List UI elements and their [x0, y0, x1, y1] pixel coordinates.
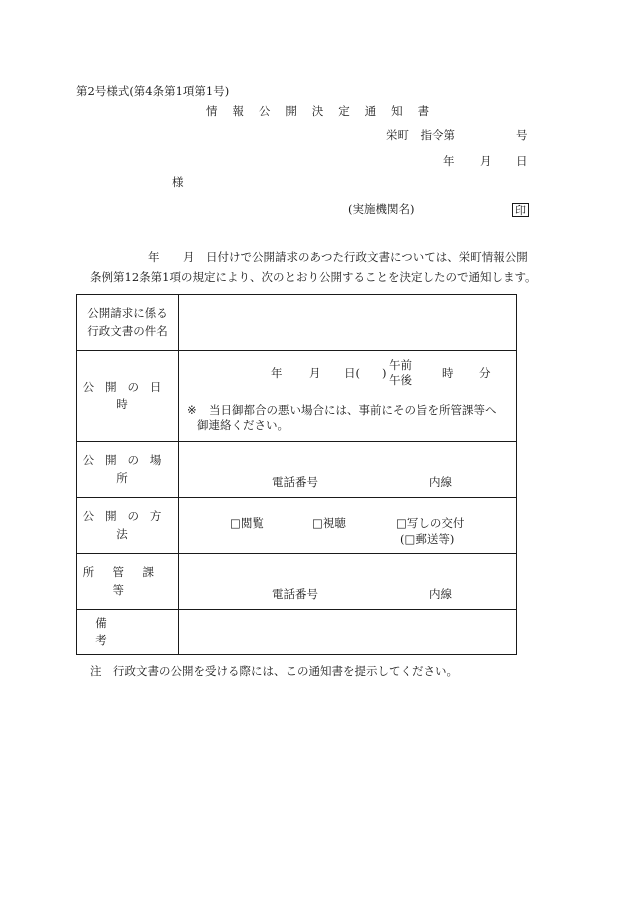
addressee-suffix: 様 — [172, 175, 184, 189]
table-row — [77, 442, 517, 498]
place-extension-label: 内線 — [429, 475, 452, 489]
datetime-day-close: ) — [382, 366, 387, 380]
datetime-note-line1: 当日御都合の悪い場合には、事前にその旨を所管課等へ — [209, 403, 497, 417]
department-label-text: 所管課等 — [82, 565, 173, 597]
method-option-mail[interactable]: (□郵送等) — [400, 532, 455, 546]
document-title-label — [77, 295, 179, 351]
date-day: 日 — [516, 154, 528, 168]
document-title-value[interactable] — [179, 295, 517, 351]
method-option-view[interactable]: □閲覧 — [230, 516, 264, 530]
datetime-day-open: 日( — [344, 366, 360, 380]
datetime-year: 年 — [271, 366, 283, 380]
datetime-note-mark: ※ — [187, 403, 197, 417]
method-value[interactable] — [179, 498, 517, 554]
remarks-label-text: 備考 — [95, 615, 160, 647]
datetime-label — [77, 351, 179, 442]
datetime-value[interactable] — [179, 351, 517, 442]
datetime-pm: 午後 — [389, 373, 412, 387]
method-label — [77, 498, 179, 554]
date-year: 年 — [443, 154, 455, 168]
seal-mark: 印 — [512, 203, 529, 217]
doc-number-prefix: 栄町 指令第 — [386, 128, 455, 142]
department-label — [77, 554, 179, 610]
department-phone-label: 電話番号 — [272, 587, 318, 601]
table-row — [77, 351, 517, 442]
place-label-text: 公開の場所 — [82, 453, 173, 485]
department-extension-label: 内線 — [429, 587, 452, 601]
footer-note: 注 行政文書の公開を受ける際には、この通知書を提示してください。 — [90, 664, 458, 678]
method-label-text: 公開の方法 — [82, 509, 173, 541]
place-value[interactable] — [179, 442, 517, 498]
place-label — [77, 442, 179, 498]
body-line2: 条例第12条第1項の規定により、次のとおり公開することを決定したので通知します。 — [90, 270, 537, 284]
datetime-hour: 時 — [442, 366, 454, 380]
method-option-copy[interactable]: □写しの交付 — [396, 516, 465, 530]
document-title-label-line1: 公開請求に係る — [87, 306, 168, 321]
datetime-minute: 分 — [479, 366, 491, 380]
place-phone-label: 電話番号 — [272, 475, 318, 489]
table-row — [77, 554, 517, 610]
remarks-label — [77, 610, 179, 655]
datetime-label-text: 公開の日時 — [82, 379, 173, 411]
body-month: 月 — [183, 250, 195, 264]
table-row — [77, 610, 517, 655]
body-year: 年 — [148, 250, 160, 264]
table-row — [77, 498, 517, 554]
method-option-listen[interactable]: □視聴 — [312, 516, 346, 530]
datetime-am: 午前 — [389, 358, 412, 372]
form-number: 第2号様式(第4条第1項第1号) — [76, 84, 230, 98]
table-row — [77, 295, 517, 351]
remarks-value[interactable] — [179, 610, 517, 655]
notice-table — [76, 294, 517, 655]
doc-number-suffix: 号 — [516, 128, 528, 142]
body-line1: 日付けで公開請求のあつた行政文書については、栄町情報公開 — [206, 250, 528, 264]
department-value[interactable] — [179, 554, 517, 610]
datetime-note-line2: 御連絡ください。 — [197, 418, 289, 432]
document-title: 情報公開決定通知書 — [206, 104, 445, 118]
date-month: 月 — [480, 154, 492, 168]
document-title-label-line2: 行政文書の件名 — [87, 323, 168, 338]
agency-label: (実施機関名) — [348, 202, 415, 216]
datetime-month: 月 — [309, 366, 321, 380]
